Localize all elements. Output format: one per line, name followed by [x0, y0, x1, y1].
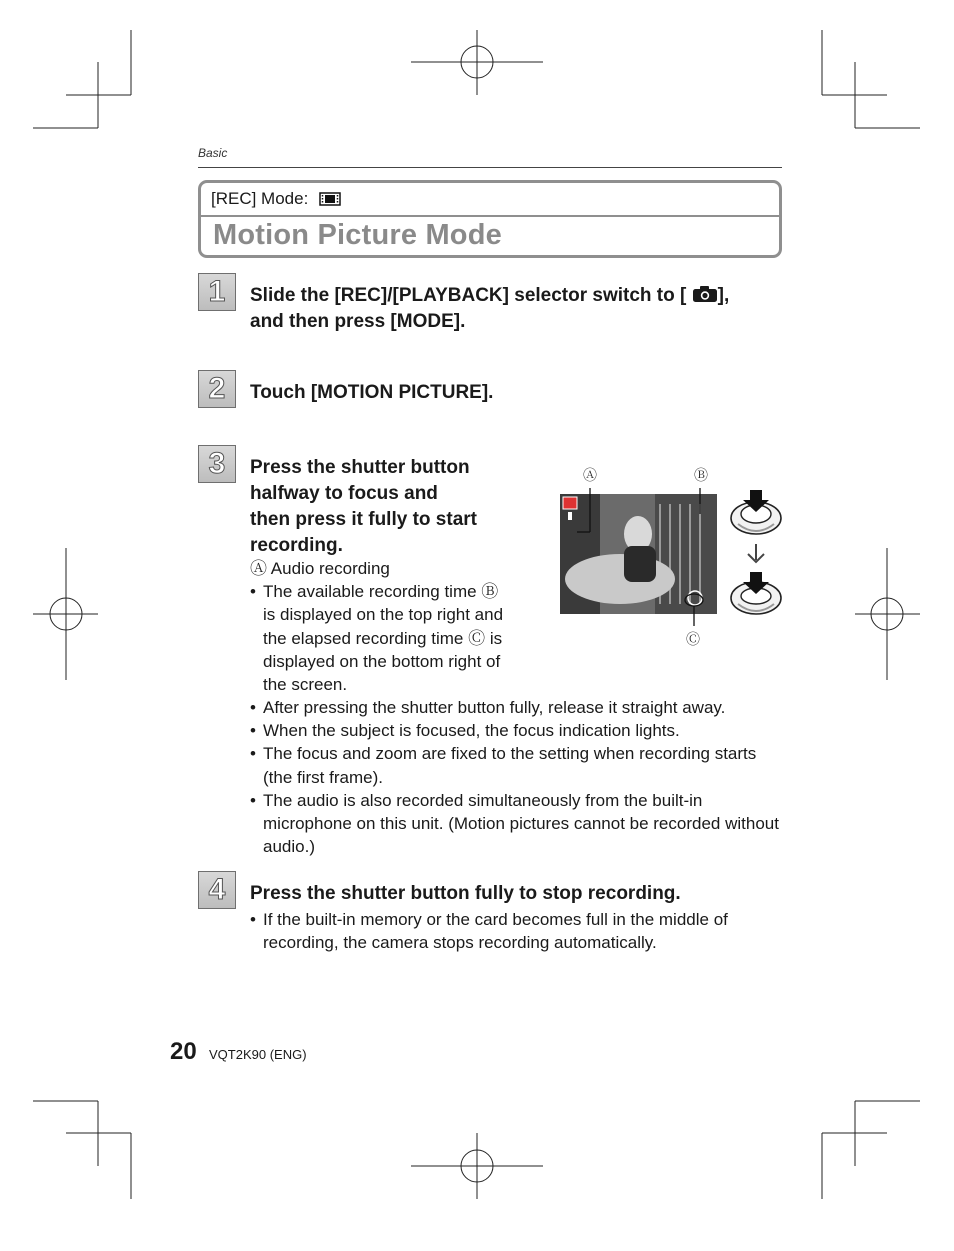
step-4-heading: Press the shutter button fully to stop recording.	[250, 883, 681, 904]
shutter-half-press-icon	[731, 490, 781, 534]
shutter-full-press-icon	[731, 572, 781, 614]
step-4-number: 4	[198, 871, 236, 909]
bullet-text: displayed on the bottom right of	[263, 651, 501, 671]
figure-callout-b: Ⓑ	[694, 467, 708, 483]
header-rule	[198, 167, 782, 168]
bullet-text: the elapsed recording time	[263, 628, 464, 648]
step-3-heading-line: then press it fully to start	[250, 509, 477, 530]
list-item	[250, 580, 550, 696]
step-2-number: 2	[198, 370, 236, 408]
callout-b-mark: Ⓑ	[481, 582, 499, 602]
list-item: • The focus and zoom are fixed to the setting when recording starts (the first frame).	[250, 742, 780, 788]
step-3-notes	[250, 557, 550, 696]
list-item: • When the subject is focused, the focus indication lights.	[250, 719, 780, 742]
step-1-heading-close: ],	[717, 285, 730, 306]
step-1-number: 1	[198, 273, 236, 311]
audio-recording-note	[250, 557, 550, 580]
shutter-button-illustration	[728, 488, 786, 622]
document-code: VQT2K90 (ENG)	[209, 1047, 307, 1062]
recording-time-bullet	[250, 580, 550, 696]
callout-c-mark: Ⓒ	[468, 628, 486, 648]
figure-callout-a: Ⓐ	[583, 467, 597, 483]
step-2-heading: Touch [MOTION PICTURE].	[250, 382, 494, 403]
step-3-bullets	[250, 696, 780, 858]
list-item: • The audio is also recorded simultaneously from the built-in microphone on this unit. (Motion pictures cannot be recorded without audio.)	[250, 789, 780, 859]
mode-box-divider	[201, 215, 779, 217]
step-3-heading-line: Press the shutter button	[250, 457, 470, 478]
page-number: 20	[170, 1038, 197, 1065]
step-1-heading-line2: and then press [MODE].	[250, 311, 466, 332]
bullet-text: The available recording time	[263, 582, 477, 602]
section-label: Basic	[198, 146, 228, 160]
step-3-heading-line: recording.	[250, 535, 343, 556]
figure-callout-c: Ⓒ	[686, 631, 700, 647]
list-item: • If the built-in memory or the card becomes full in the middle of recording, the camera stops recording automatically.	[250, 908, 780, 954]
step-3-number: 3	[198, 445, 236, 483]
step-1-heading-text: Slide the [REC]/[PLAYBACK] selector switch to [	[250, 285, 687, 306]
callout-leader-lines	[575, 478, 715, 638]
mode-box	[198, 180, 782, 258]
list-item: • After pressing the shutter button fully, release it straight away.	[250, 696, 780, 719]
bullet-text: the screen.	[263, 675, 348, 695]
camera-icon	[692, 285, 718, 303]
motion-picture-icon	[319, 191, 341, 207]
step-3-heading-line: halfway to focus and	[250, 483, 438, 504]
arrow-down-icon	[748, 544, 764, 562]
step-1-heading	[250, 283, 790, 335]
callout-a-mark: Ⓐ	[250, 559, 267, 578]
rec-mode-text: [REC] Mode:	[211, 189, 309, 208]
rec-mode-label	[211, 189, 341, 209]
page-title: Motion Picture Mode	[213, 219, 502, 251]
audio-recording-text: Audio recording	[270, 559, 390, 578]
bullet-text: is	[489, 628, 503, 648]
bullet-text: is displayed on the top right and	[263, 605, 504, 625]
step-3-heading	[250, 455, 540, 559]
step-4-bullets	[250, 908, 780, 954]
